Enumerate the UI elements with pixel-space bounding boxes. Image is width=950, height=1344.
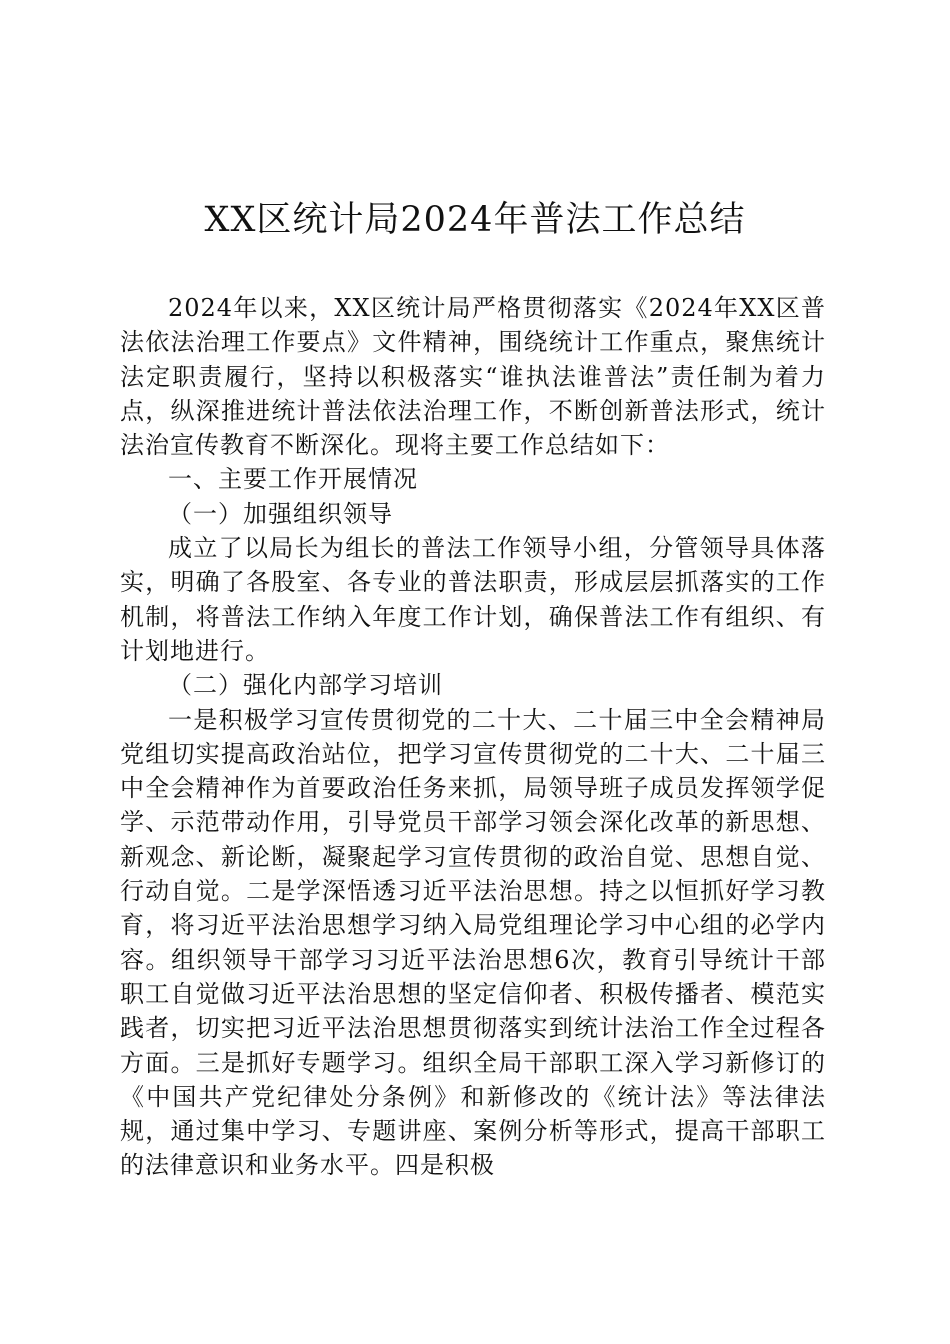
subsection-paragraph-training: 一是积极学习宣传贯彻党的二十大、二十届三中全会精神局党组切实提高政治站位，把学习宣传贯彻党的二十大、二十届三中全会精神作为首要政治任务来抓，局领导班子成员发挥领学促学、示范带动作用，引导党员干部学习领会深化改革的新思想、新观念、新论断，凝聚起学习宣传贯彻的政治自觉、思想自觉、行动自觉。二是学深悟透习近平法治思想。持之以恒抓好学习教育，将习近平法治思想学习纳入局党组理论学习中心组的必学内容。组织领导干部学习习近平法治思想6次，教育引导统计干部职工自觉做习近平法治思想的坚定信仰者、积极传播者、模范实践者，切实把习近平法治思想贯彻落实到统计法治工作全过程各方面。三是抓好专题学习。组织全局干部职工深入学习新修订的《中国共产党纪律处分条例》和新修改的《统计法》等法律法规，通过集中学习、专题讲座、案例分析等形式，提高干部职工的法律意识和业务水平。四是积极	[120, 705, 826, 1180]
subsection-heading-training: （二）强化内部学习培训	[168, 671, 443, 700]
document-body	[120, 291, 826, 1183]
subsection-paragraph-organization: 成立了以局长为组长的普法工作领导小组，分管领导具体落实，明确了各股室、各专业的普法职责，形成层层抓落实的工作机制，将普法工作纳入年度工作计划，确保普法工作有组织、有计划地进行。	[120, 534, 826, 665]
intro-paragraph: 2024年以来，XX区统计局严格贯彻落实《2024年XX区普法依法治理工作要点》文件精神，围绕统计工作重点，聚焦统计法定职责履行，坚持以积极落实“谁执法谁普法”责任制为着力点，纵深推进统计普法依法治理工作，不断创新普法形式，统计法治宣传教育不断深化。现将主要工作总结如下：	[120, 294, 826, 460]
subsection-heading-organization: （一）加强组织领导	[168, 499, 393, 528]
document-title: XX区统计局2024年普法工作总结	[204, 200, 746, 240]
section-heading-main-work: 一、主要工作开展情况	[168, 465, 418, 494]
